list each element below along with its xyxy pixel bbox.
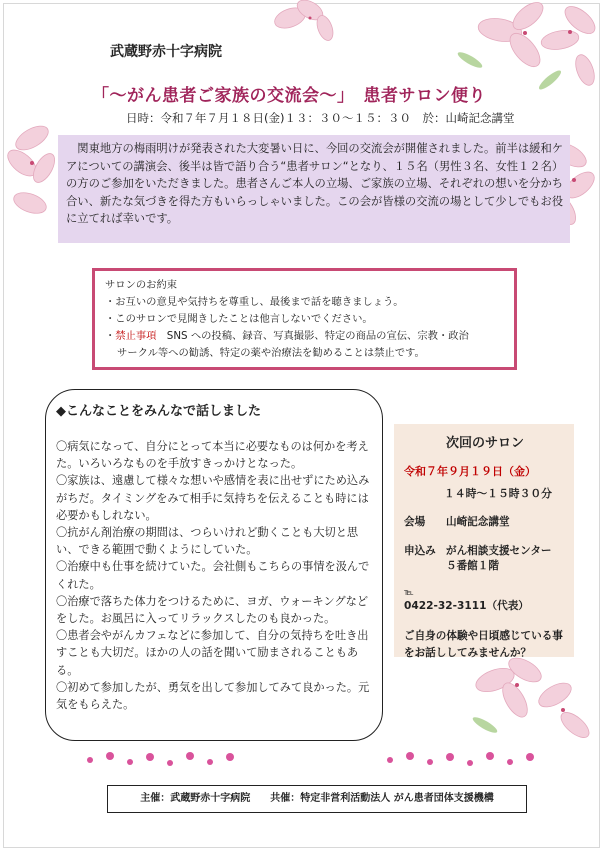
venue-value: 山崎記念講堂: [446, 516, 510, 528]
next-salon-time: １４時〜１５時３０分: [444, 487, 552, 500]
discussion-item: 〇初めて参加したが、勇気を出して参加してみて良かった。元気をもらえた。: [56, 680, 370, 712]
next-salon-date: 令和７年９月１９日（金）: [404, 465, 536, 478]
discussion-item: 〇病気になって、自分にとって本当に必要なものは何かを考えた。いろいろなものを手放すきっかけとなった。: [56, 440, 369, 471]
discussion-item: 〇治療で落ちた体力をつけるために、ヨガ、ウォーキングなどをした。お風呂に入ってリラックスしたのも良かった。: [56, 594, 369, 626]
discussion-title: ◆こんなことをみんなで話しました: [56, 404, 261, 419]
tel-row: [404, 586, 566, 613]
venue-row: [404, 515, 566, 530]
small-flower-strip: [80, 748, 560, 772]
discussion-item: 〇抗がん剤治療の期間は、つらいけれど動くことも大切と思い、できる範囲で動くようにしていた。: [56, 526, 359, 557]
discussion-item: 〇患者会やがんカフェなどに参加して、自分の気持ちを吐き出すことも大切だ。ほかの人の話を聞いて励まされることもある。: [56, 629, 369, 677]
event-datetime: 日時：令和７年７月１８日(金)１３：３０〜１５：３０ 於：山崎記念講堂: [126, 111, 515, 125]
rules-title: サロンのお約束: [105, 279, 178, 291]
invitation-note: ご自身の体験や日頃感じている事をお話ししてみませんか？: [404, 630, 563, 659]
discussion-list: [56, 438, 370, 713]
tel-number: 0422-32-3111（代表）: [404, 600, 529, 612]
page-title: 「〜がん患者ご家族の交流会〜」 患者サロン便り: [92, 86, 486, 106]
rule-item-prohibited: [105, 328, 504, 345]
apply-label: 申込み: [404, 545, 436, 557]
apply-row: [404, 544, 566, 574]
intro-box: [58, 135, 570, 243]
rule-item: ・このサロンで見聞きしたことは他言しないでください。: [105, 313, 373, 325]
organizer-text: 主催：武蔵野赤十字病院: [140, 793, 251, 804]
footer-organizers: [107, 785, 527, 813]
venue-label: 会場: [404, 516, 426, 528]
discussion-item: 〇治療中も仕事を続けていた。会社側もこちらの事情を汲んでくれた。: [56, 560, 370, 591]
tel-icon: ℡: [404, 588, 414, 598]
intro-text: 関東地方の梅雨明けが発表された大変暑い日に、今回の交流会が開催されました。前半は緩和ケアについての講演会、後半は皆で語り合う“患者サロン“となり、１５名（男性３名、女性１２名）の方のご参加をいただきました。患者さんご本人の立場、ご家族の立場、それぞれの想いを分かち合い、新たな気づきを得た方もいらっしゃいました。この会が皆様の交流の場として少しでもお役に立てれば幸いです。: [66, 142, 564, 226]
prohibited-text-continued: サークル等への勧誘、特定の薬や治療法を勧めることは禁止です。: [117, 347, 425, 359]
flower-decoration-bottom-right: [455, 655, 600, 760]
discussion-item: 〇家族は、遠慮して様々な想いや感情を表に出せずにため込みがちだ。タイミングをみて相手に気持ちを伝えることも時には必要かもしれない。: [56, 474, 370, 522]
next-salon-title: 次回のサロン: [445, 436, 524, 451]
hospital-name: 武蔵野赤十字病院: [110, 44, 222, 60]
next-salon-box: [394, 424, 574, 657]
apply-location: ５番館１階: [446, 560, 499, 572]
rule-bullet: ・: [105, 330, 116, 342]
prohibited-text: SNS への投稿、録音、写真撮影、特定の商品の宣伝、宗教・政治: [156, 330, 469, 342]
salon-rules-box: [92, 268, 517, 370]
apply-value: がん相談支援センター: [446, 545, 552, 557]
flower-decoration-left: [2, 118, 62, 228]
rule-item: ・お互いの意見や気持ちを尊重し、最後まで話を聴きましょう。: [105, 296, 404, 308]
prohibited-label: 禁止事項: [115, 330, 157, 342]
discussion-box: [45, 389, 383, 741]
cosponsor-text: 共催：特定非営利活動法人 がん患者団体支援機構: [270, 793, 494, 804]
